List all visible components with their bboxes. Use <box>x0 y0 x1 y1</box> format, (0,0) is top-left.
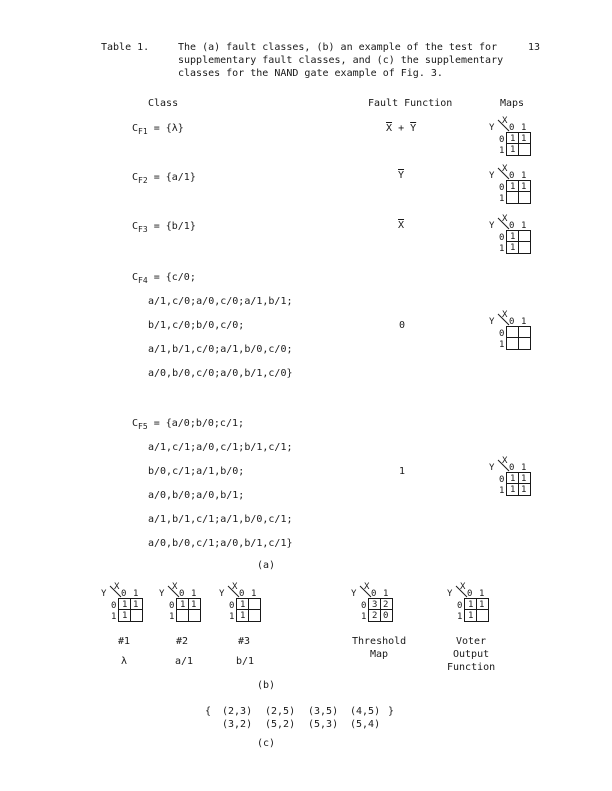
class-cf5-line: b/0,c/1;a/1,b/0; <box>148 466 245 477</box>
caption-line-3: classes for the NAND gate example of Fig. 3. <box>178 68 443 79</box>
map-x-label: X <box>114 582 120 592</box>
map-cell: 1 <box>240 600 246 610</box>
pair: (5,3) <box>308 719 339 730</box>
page-number: 13 <box>528 42 541 53</box>
class-cf4-line: a/1,b/1,c/0;a/1,b/0,c/0; <box>148 344 293 355</box>
map-x-label: X <box>502 456 508 466</box>
part-c-open-brace: { <box>205 706 212 717</box>
map-row-1: 1 <box>499 486 505 496</box>
map-row-1: 1 <box>499 340 505 350</box>
map-cell: 0 <box>383 611 389 621</box>
map-col-1: 1 <box>521 171 527 181</box>
map-col-1: 1 <box>251 589 257 599</box>
voter-label-3: Function <box>447 662 496 673</box>
caption-line-1: The (a) fault classes, (b) an example of the test for <box>178 42 498 53</box>
map-col-0: 0 <box>509 171 515 181</box>
header-maps: Maps <box>500 98 525 109</box>
map-cell: 1 <box>510 145 516 155</box>
pair: (2,3) <box>222 706 253 717</box>
map-y-label: Y <box>447 589 453 599</box>
map-cell: 2 <box>383 600 389 610</box>
map-y-label: Y <box>159 589 165 599</box>
fault-function-cf1: $\overline{X} + \overline{Y}$ <box>386 123 417 134</box>
map-x-label: X <box>172 582 178 592</box>
map-x-label: X <box>232 582 238 592</box>
map-cell: 1 <box>521 182 527 192</box>
map-row-0: 0 <box>499 233 505 243</box>
map-cell: 1 <box>468 600 474 610</box>
part-c-close-brace: } <box>388 706 395 717</box>
kmap-threshold <box>350 584 394 628</box>
class-cf4-line: b/1,c/0;b/0,c/0; <box>148 320 245 331</box>
map-row-1: 1 <box>361 612 367 622</box>
map-cell: 1 <box>122 611 128 621</box>
map-y-label: Y <box>101 589 107 599</box>
map-2-label: a/1 <box>175 656 194 667</box>
map-cell: 1 <box>510 232 516 242</box>
map-cell: 1 <box>122 600 128 610</box>
map-cell: 1 <box>468 611 474 621</box>
pair: (5,2) <box>265 719 296 730</box>
class-cf5-line: a/1,c/1;a/0,c/1;b/1,c/1; <box>148 442 293 453</box>
class-cf5: $C_{F5}$ = {a/0;b/0;c/1; <box>132 418 245 431</box>
map-3-number: #3 <box>238 636 251 647</box>
class-cf4-line: a/1,c/0;a/0,c/0;a/1,b/1; <box>148 296 293 307</box>
kmap-cf4 <box>488 312 532 356</box>
map-x-label: X <box>460 582 466 592</box>
map-x-label: X <box>502 164 508 174</box>
map-cell: 1 <box>510 485 516 495</box>
map-col-1: 1 <box>521 123 527 133</box>
kmap-cf3 <box>488 216 532 260</box>
map-y-label: Y <box>489 171 495 181</box>
kmap-cf2 <box>488 166 532 210</box>
map-col-1: 1 <box>191 589 197 599</box>
map-col-0: 0 <box>509 123 515 133</box>
pair: (2,5) <box>265 706 296 717</box>
map-2-number: #2 <box>176 636 189 647</box>
map-col-1: 1 <box>479 589 485 599</box>
map-row-1: 1 <box>499 146 505 156</box>
class-cf1: $C_{F1} = \{\lambda\}$ <box>132 123 184 136</box>
map-x-label: X <box>502 310 508 320</box>
class-cf4: $C_{F4} = \{c/0$; <box>132 272 196 285</box>
map-cell: 1 <box>521 134 527 144</box>
map-x-label: X <box>502 116 508 126</box>
map-cell: 1 <box>180 600 186 610</box>
map-col-1: 1 <box>521 463 527 473</box>
threshold-label-1: Threshold <box>352 636 407 647</box>
map-cell: 1 <box>191 600 197 610</box>
map-row-1: 1 <box>457 612 463 622</box>
map-row-1: 1 <box>499 244 505 254</box>
map-cell: 1 <box>510 474 516 484</box>
map-y-label: Y <box>489 463 495 473</box>
fault-function-cf3: $\overline{X}$ <box>398 220 405 231</box>
class-cf3: $C_{F3} = \{b/1\}$ <box>132 221 196 234</box>
map-row-0: 0 <box>499 329 505 339</box>
kmap-cf5 <box>488 458 532 502</box>
map-col-0: 0 <box>121 589 127 599</box>
map-y-label: Y <box>351 589 357 599</box>
map-row-0: 0 <box>229 601 235 611</box>
map-cell: 3 <box>372 600 378 610</box>
voter-label-1: Voter <box>456 636 487 647</box>
map-row-0: 0 <box>499 183 505 193</box>
pair: (4,5) <box>350 706 381 717</box>
map-col-0: 0 <box>509 463 515 473</box>
map-cell: 2 <box>372 611 378 621</box>
map-cell: 1 <box>521 474 527 484</box>
class-cf5-line: a/0,b/0,c/1;a/0,b/1,c/1} <box>148 538 293 549</box>
map-x-label: X <box>502 214 508 224</box>
map-col-0: 0 <box>179 589 185 599</box>
kmap-cf1 <box>488 118 532 162</box>
part-a-label: (a) <box>257 560 276 571</box>
kmap-b2 <box>158 584 202 628</box>
header-fault-function: Fault Function <box>368 98 453 109</box>
pair: (5,4) <box>350 719 381 730</box>
kmap-b1 <box>100 584 144 628</box>
map-col-1: 1 <box>133 589 139 599</box>
map-cell: 1 <box>240 611 246 621</box>
fault-function-cf2: $\overline{Y}$ <box>398 170 405 181</box>
map-row-0: 0 <box>499 135 505 145</box>
threshold-label-2: Map <box>370 649 389 660</box>
table-label: Table 1. <box>101 42 150 53</box>
part-c-label: (c) <box>257 738 276 749</box>
caption-line-2: supplementary fault classes, and (c) the supplementary <box>178 55 504 66</box>
fault-function-cf5: 1 <box>399 466 406 477</box>
map-1-number: #1 <box>118 636 131 647</box>
voter-label-2: Output <box>453 649 490 660</box>
map-col-0: 0 <box>509 221 515 231</box>
map-y-label: Y <box>489 317 495 327</box>
map-row-0: 0 <box>361 601 367 611</box>
map-y-label: Y <box>489 221 495 231</box>
fault-function-cf4: 0 <box>399 320 406 331</box>
map-row-1: 1 <box>229 612 235 622</box>
part-b-label: (b) <box>257 680 276 691</box>
map-row-0: 0 <box>111 601 117 611</box>
kmap-voter <box>446 584 490 628</box>
map-col-1: 1 <box>521 221 527 231</box>
map-col-1: 1 <box>383 589 389 599</box>
map-cell: 1 <box>510 182 516 192</box>
map-row-0: 0 <box>499 475 505 485</box>
map-cell: 1 <box>133 600 139 610</box>
map-cell: 1 <box>510 243 516 253</box>
map-x-label: X <box>364 582 370 592</box>
map-col-1: 1 <box>521 317 527 327</box>
map-row-1: 1 <box>169 612 175 622</box>
map-cell: 1 <box>479 600 485 610</box>
map-col-0: 0 <box>371 589 377 599</box>
map-row-1: 1 <box>499 194 505 204</box>
map-1-label: λ <box>121 656 128 667</box>
map-col-0: 0 <box>239 589 245 599</box>
map-cell: 1 <box>510 134 516 144</box>
map-y-label: Y <box>219 589 225 599</box>
map-3-label: b/1 <box>236 656 255 667</box>
map-cell: 1 <box>521 485 527 495</box>
class-cf4-line: a/0,b/0,c/0;a/0,b/1,c/0} <box>148 368 293 379</box>
pair: (3,5) <box>308 706 339 717</box>
kmap-b3 <box>218 584 262 628</box>
class-cf2: $C_{F2} = \{a/1\}$ <box>132 172 196 185</box>
class-cf5-line: a/0,b/0;a/0,b/1; <box>148 490 245 501</box>
map-divider-h <box>506 337 530 338</box>
header-class: Class <box>148 98 179 109</box>
map-y-label: Y <box>489 123 495 133</box>
map-row-0: 0 <box>457 601 463 611</box>
map-col-0: 0 <box>467 589 473 599</box>
map-row-1: 1 <box>111 612 117 622</box>
class-cf5-line: a/1,b/1,c/1;a/1,b/0,c/1; <box>148 514 293 525</box>
pair: (3,2) <box>222 719 253 730</box>
map-col-0: 0 <box>509 317 515 327</box>
map-row-0: 0 <box>169 601 175 611</box>
